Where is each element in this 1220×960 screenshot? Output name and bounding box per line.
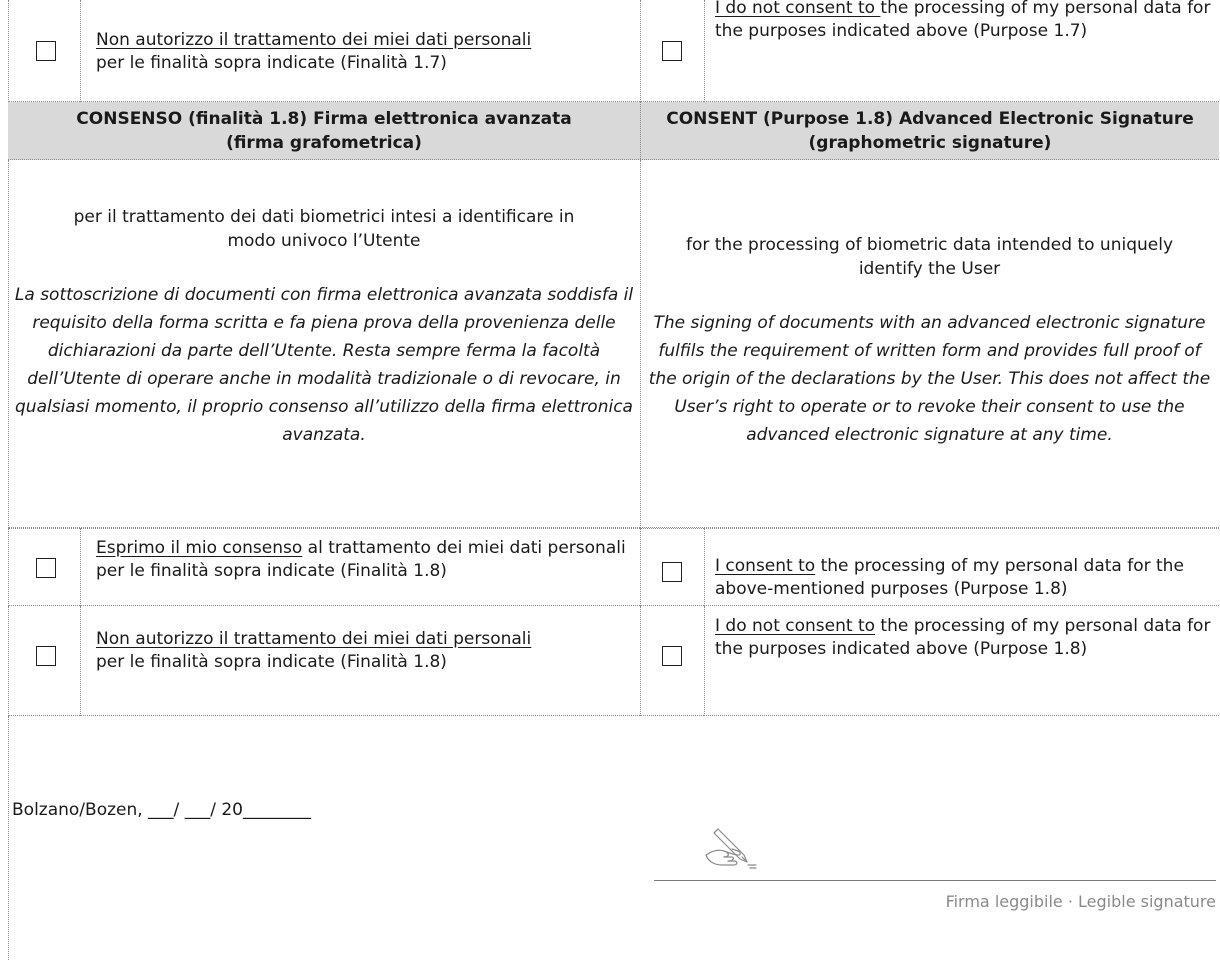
option-text-cell-deny-18-it [80,606,640,716]
section-header-it-line2: (firma grafometrica) [226,132,422,153]
option-deny-18-en-rest: the processing of my personal data for the purposes indicated above (Purpose 1.8) [715,616,1211,659]
checkbox-cell-deny-18-it [8,606,80,716]
signature-caption: Firma leggibile · Legible signature [945,892,1216,911]
section-header-it-line1: CONSENSO (finalità 1.8) Firma elettronica avanzata [76,108,572,129]
option-deny-17-it-rest: per le finalità sopra indicate (Finalità 1.7) [96,52,447,73]
option-text-cell-consent-18-en [704,528,1219,606]
option-text-cell-deny-18-en [704,606,1219,716]
option-consent-18-it [96,537,636,582]
checkbox-cell-consent-18-it [8,528,80,606]
section-header-18 [8,102,1219,160]
checkbox-deny-18-en[interactable] [662,646,682,666]
option-deny-17-en [715,0,1215,42]
option-deny-18-it-rest: per le finalità sopra indicate (Finalità 1.8) [96,651,447,672]
option-text-cell-left-17 [80,0,640,102]
option-deny-18-en [715,615,1215,660]
checkbox-cell-right-17 [640,0,704,102]
section-header-en [640,102,1219,159]
option-consent-18-it-underlined: Esprimo il mio consenso [96,538,303,558]
section-header-it [8,102,640,159]
signature-line[interactable] [654,880,1216,881]
section-header-en-line1: CONSENT (Purpose 1.8) Advanced Electronic Signature [666,108,1194,129]
option-deny-18-it-underlined: Non autorizzo il trattamento dei miei dati personali [96,629,532,649]
option-consent-18-en [715,555,1220,600]
checkbox-deny-17-en[interactable] [662,41,682,61]
option-deny-17-en-rest: the processing of my personal data for the purposes indicated above (Purpose 1.7) [715,0,1211,41]
option-deny-17-it [96,29,636,74]
place-date-field[interactable]: Bolzano/Bozen, ___/ ___/ 20________ [12,800,311,820]
footer-left-border [8,716,9,960]
body-text-en [640,233,1219,449]
checkbox-consent-18-en[interactable] [662,562,682,582]
option-deny-17-it-underlined: Non autorizzo il trattamento dei miei dati personali [96,30,532,50]
section-header-en-line2: (graphometric signature) [808,132,1052,153]
option-deny-17-en-underlined: I do not consent to [715,0,881,18]
option-consent-18-it-rest: al trattamento dei miei dati personali per le finalità sopra indicate (Finalità 1.8) [96,538,626,581]
checkbox-deny-18-it[interactable] [36,646,56,666]
option-text-cell-consent-18-it [80,528,640,606]
option-consent-18-en-underlined: I consent to [715,556,816,576]
checkbox-consent-18-it[interactable] [36,558,56,578]
option-deny-18-it [96,628,636,673]
pen-signing-hand-icon [704,825,760,873]
checkbox-cell-deny-18-en [640,606,704,716]
option-deny-18-en-underlined: I do not consent to [715,616,876,636]
checkbox-cell-consent-18-en [640,528,704,606]
option-consent-18-en-rest: the processing of my personal data for the above-mentioned purposes (Purpose 1.8) [715,556,1184,599]
body-text-it [8,205,640,449]
body-note-en: The signing of documents with an advanced electronic signature fulfils the requirement of written form and provides full proof of the origin of the declarations by the User. This does not affect the User’s right to operate or to revoke their consent to use the advanced electronic signature at any time. [648,313,1211,445]
body-main-it: per il trattamento dei dati biometrici intesi a identificare in modo univoco l’Utente [73,207,575,251]
checkbox-deny-17-it[interactable] [36,41,56,61]
body-note-it: La sottoscrizione di documenti con firma elettronica avanzata soddisfa il requisito della forma scritta e fa piena prova della provenienza delle dichiarazioni da parte dell’Utente. Resta sempre ferma la facoltà dell’Utente di operare anche in modalità tradizionale o di revocare, in qualsiasi momento, il proprio consenso all’utilizzo della firma elettronica avanzata. [14,285,634,445]
option-text-cell-right-17 [704,0,1219,102]
body-main-en: for the processing of biometric data intended to uniquely identify the User [685,235,1174,279]
checkbox-cell-left-17 [8,0,80,102]
